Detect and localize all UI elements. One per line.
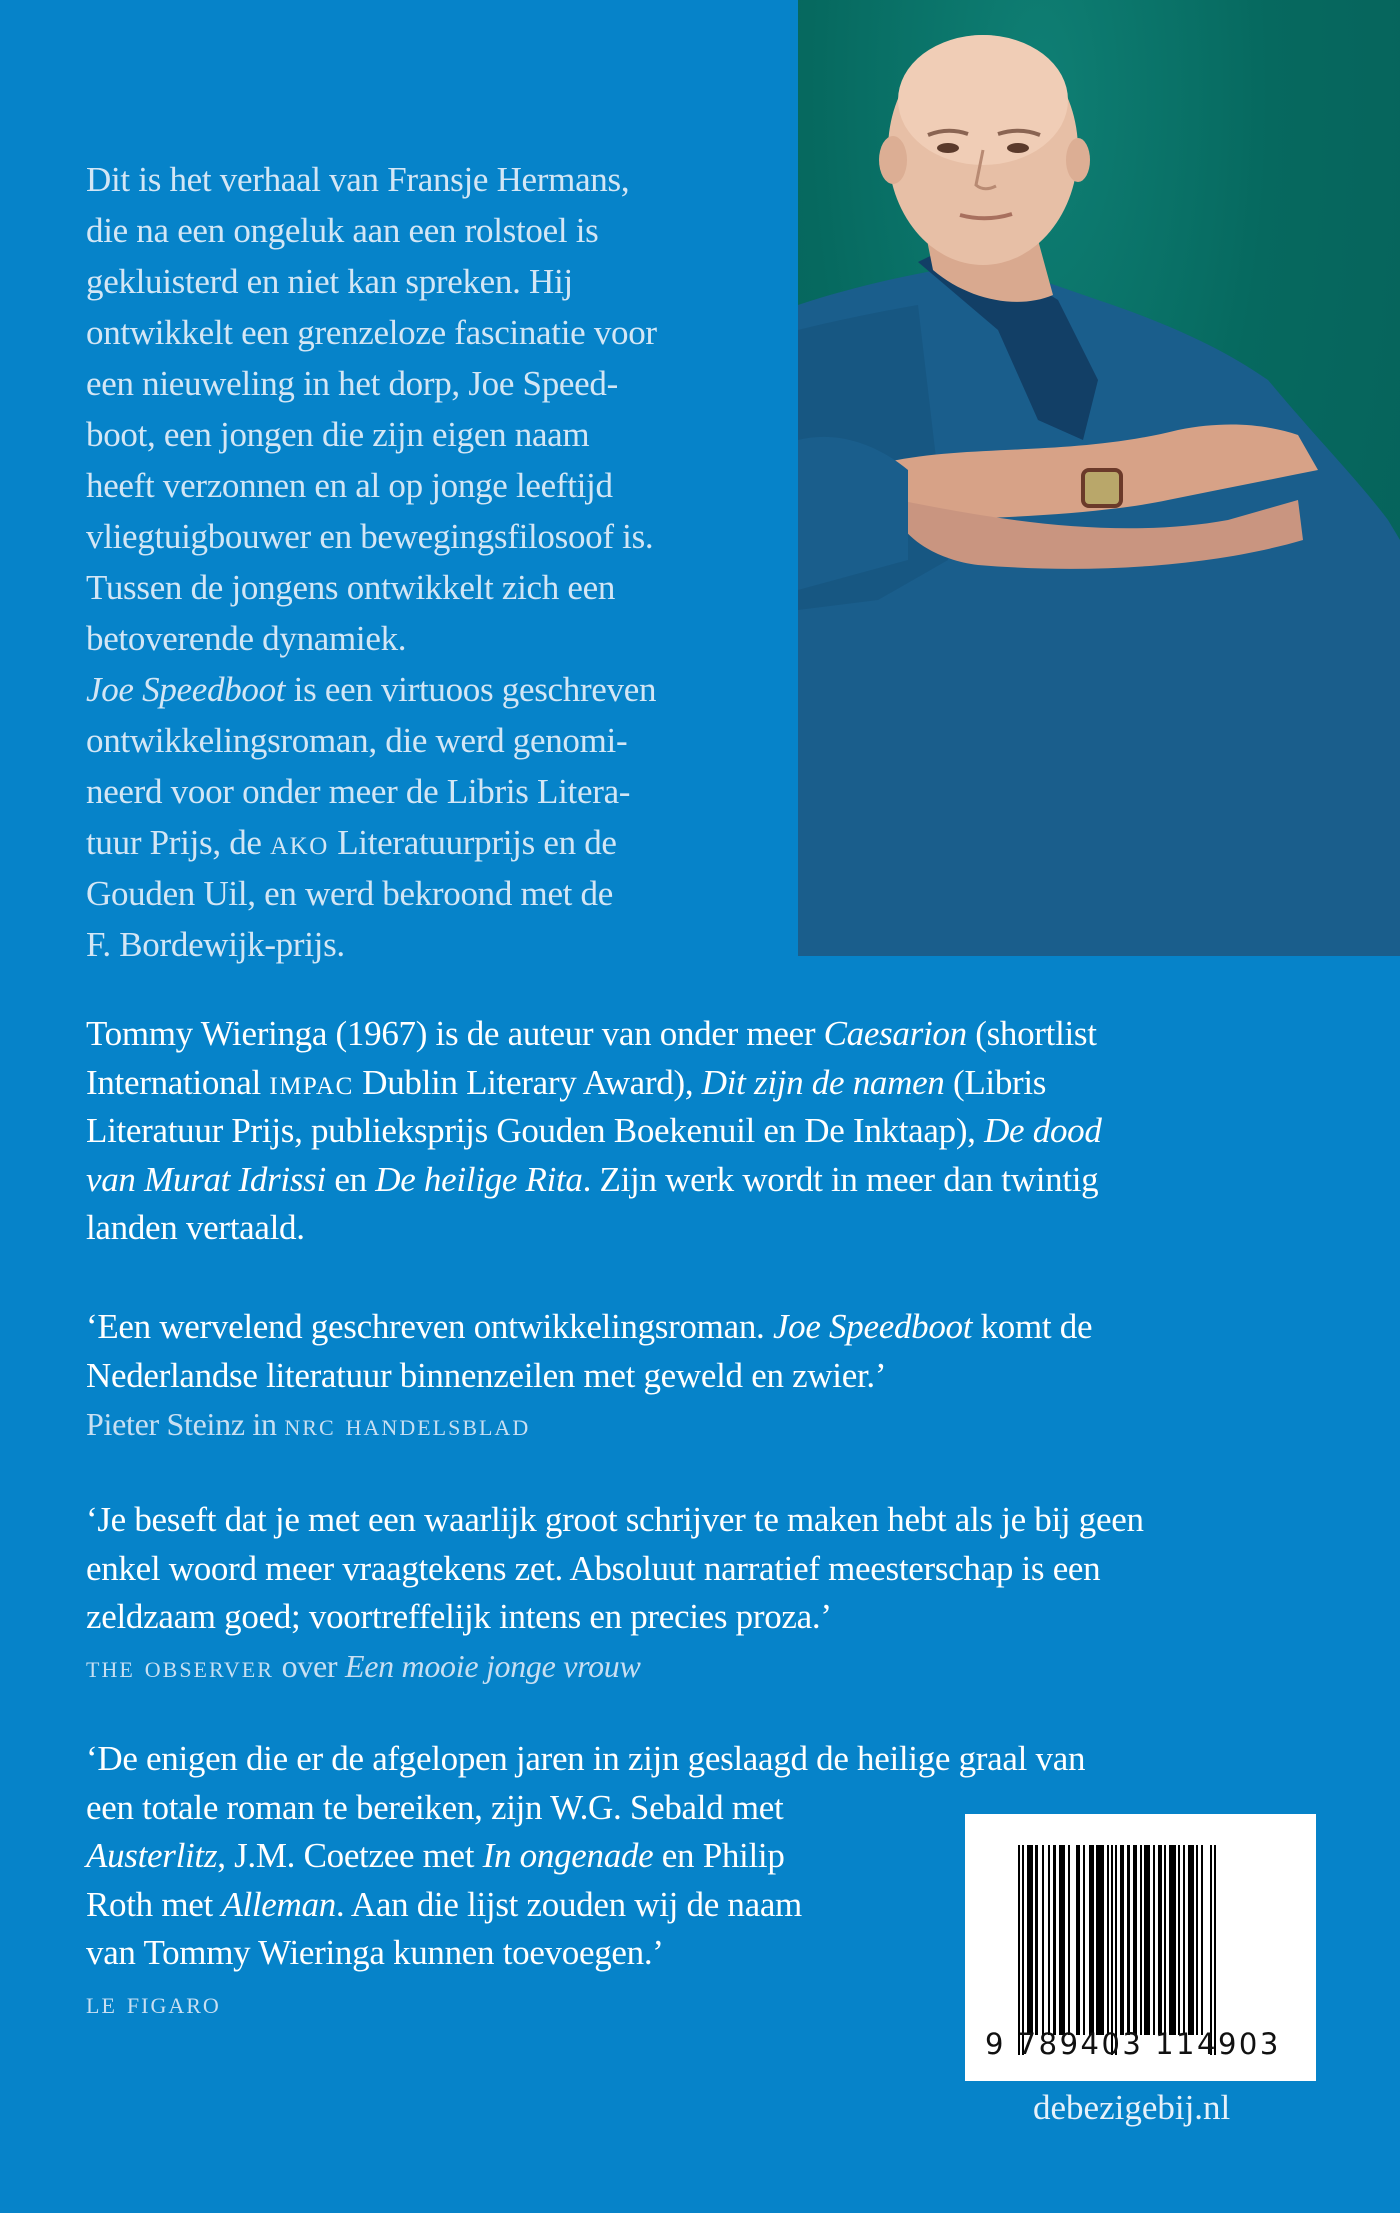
- quote-line: Roth met Alleman. Aan die lijst zouden wij de naam: [86, 1884, 802, 1924]
- blurb-line: boot, een jongen die zijn eigen naam: [86, 415, 590, 454]
- publisher-url[interactable]: debezigebij.nl: [1033, 2088, 1231, 2127]
- blurb-line: neerd voor onder meer de Libris Litera-: [86, 772, 631, 811]
- quote-line: Nederlandse literatuur binnenzeilen met geweld en zwier.’: [86, 1355, 887, 1395]
- blurb-line: vliegtuigbouwer en bewegingsfilosoof is.: [86, 517, 654, 556]
- blurb-paragraph: [86, 154, 657, 970]
- quote-line: zeldzaam goed; voortreffelijk intens en precies proza.’: [86, 1597, 832, 1636]
- quote-attribution: le figaro: [86, 1983, 221, 2020]
- author-portrait-illustration: [798, 0, 1400, 956]
- blurb-line: heeft verzonnen en al op jonge leeftijd: [86, 466, 613, 505]
- blurb-line: Gouden Uil, en werd bekroond met de: [86, 874, 613, 913]
- bio-line: Literatuur Prijs, publieksprijs Gouden Boekenuil en De Inktaap), De dood: [86, 1111, 1102, 1150]
- book-title: Joe Speedboot: [86, 670, 286, 709]
- award-acronym: ako: [270, 823, 329, 862]
- quote-line: Austerlitz, J.M. Coetzee met In ongenade en Philip: [86, 1836, 785, 1875]
- blurb-line: Tussen de jongens ontwikkelt zich een: [86, 568, 616, 607]
- bio-line: van Murat Idrissi en De heilige Rita. Zijn werk wordt in meer dan twintig: [86, 1159, 1099, 1199]
- review-quote-observer: [86, 1496, 1144, 1690]
- quote-line: enkel woord meer vraagtekens zet. Absoluut narratief meesterschap is een: [86, 1548, 1101, 1588]
- bio-line: Tommy Wieringa (1967) is de auteur van onder meer Caesarion (shortlist: [86, 1014, 1097, 1053]
- quote-line: ‘Een wervelend geschreven ontwikkelingsroman. Joe Speedboot komt de: [86, 1307, 1093, 1346]
- blurb-line: Dit is het verhaal van Fransje Hermans,: [86, 160, 630, 199]
- quote-attribution: the observer over Een mooie jonge vrouw: [86, 1647, 641, 1684]
- blurb-line: Joe Speedboot is een virtuoos geschreven: [86, 670, 657, 709]
- review-quote-nrc: [86, 1303, 1092, 1449]
- blurb-line: ontwikkelingsroman, die werd genomi-: [86, 721, 628, 760]
- quote-attribution: Pieter Steinz in nrc handelsblad: [86, 1406, 531, 1442]
- bio-line: landen vertaald.: [86, 1208, 305, 1247]
- review-quote-figaro: [86, 1735, 1085, 2026]
- isbn-barcode: [965, 1814, 1316, 2081]
- blurb-line: die na een ongeluk aan een rolstoel is: [86, 211, 599, 250]
- quote-line: ‘Je beseft dat je met een waarlijk groot schrijver te maken hebt als je bij geen: [86, 1500, 1144, 1539]
- blurb-line: betoverende dynamiek.: [86, 619, 407, 658]
- quote-line: ‘De enigen die er de afgelopen jaren in zijn geslaagd de heilige graal van: [86, 1739, 1086, 1778]
- quote-line: een totale roman te bereiken, zijn W.G. Sebald met: [86, 1787, 784, 1827]
- quote-line: van Tommy Wieringa kunnen toevoegen.’: [86, 1933, 664, 1972]
- blurb-line: F. Bordewijk-prijs.: [86, 925, 345, 964]
- blurb-line: ontwikkelt een grenzeloze fascinatie voor: [86, 313, 657, 352]
- blurb-line: een nieuweling in het dorp, Joe Speed-: [86, 364, 618, 403]
- author-bio: [86, 1010, 1102, 1253]
- isbn-number: 9 789403 114903: [985, 2027, 1281, 2061]
- bio-line: International impac Dublin Literary Award), Dit zijn de namen (Libris: [86, 1062, 1047, 1102]
- author-photo: [798, 0, 1400, 956]
- blurb-line: tuur Prijs, de ako Literatuurprijs en de: [86, 823, 617, 862]
- blurb-line: gekluisterd en niet kan spreken. Hij: [86, 262, 573, 301]
